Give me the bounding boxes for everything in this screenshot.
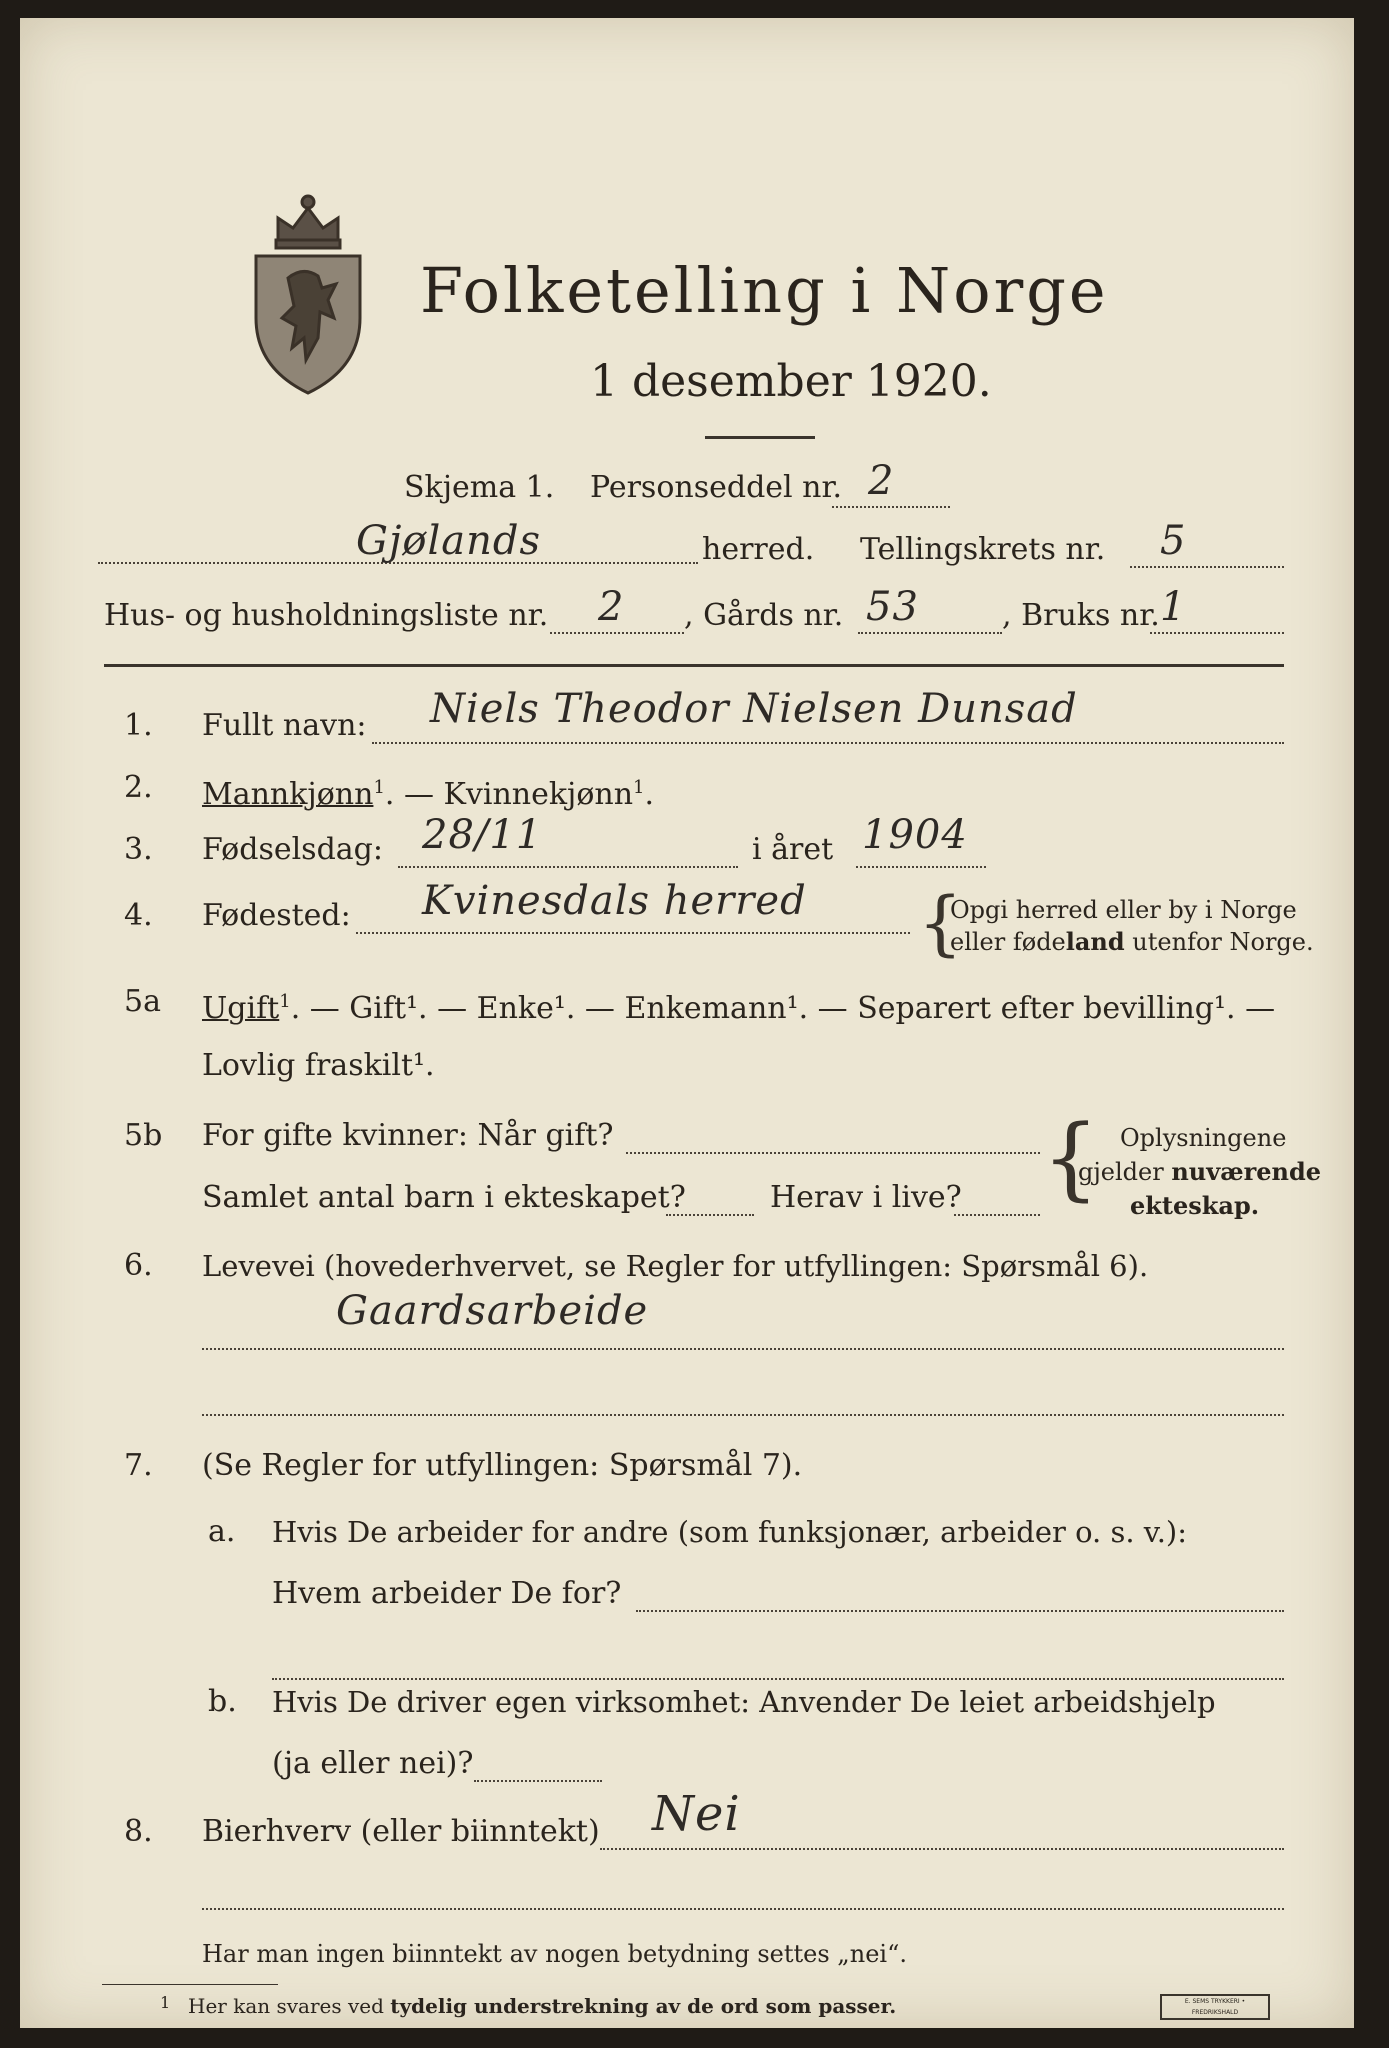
norwegian-coat-of-arms-icon xyxy=(248,188,368,398)
q4-note-brace: { xyxy=(918,882,963,964)
gards-label: , Gårds nr. xyxy=(684,598,844,633)
q3-year-label: i året xyxy=(752,832,834,867)
q5b-line1-dots xyxy=(626,1152,1040,1154)
q5b-note2-a: gjelder xyxy=(1078,1158,1172,1186)
q5a-ugift-option[interactable]: Ugift xyxy=(202,991,280,1026)
q5b-live-dots xyxy=(954,1214,1040,1216)
tellingskrets-line xyxy=(1130,566,1284,568)
q5b-note3: ekteskap. xyxy=(1130,1191,1260,1220)
q7a-letter: a. xyxy=(208,1514,236,1549)
q4-value[interactable]: Kvinesdals herred xyxy=(422,878,807,924)
q2-footnote-mark: 1 xyxy=(373,777,385,798)
footnote-rule xyxy=(102,1984,278,1985)
q7-number: 7. xyxy=(124,1448,153,1483)
title-divider xyxy=(705,436,815,439)
q8-label: Bierhverv (eller biinntekt) xyxy=(202,1814,600,1849)
q7b-line2-dots xyxy=(474,1780,602,1782)
q6-value[interactable]: Gaardsarbeide xyxy=(336,1288,649,1334)
census-date: 1 desember 1920. xyxy=(590,356,992,407)
footnote-text xyxy=(188,1992,896,2020)
q5a-number: 5a xyxy=(124,984,161,1019)
q5a-footnote-mark: 1 xyxy=(279,991,291,1012)
q8-line xyxy=(600,1848,1284,1850)
q5b-note-brace: { xyxy=(1042,1106,1100,1211)
form-title: Folketelling i Norge xyxy=(420,254,1109,327)
q4-note-land: land xyxy=(1065,927,1125,956)
q3-number: 3. xyxy=(124,832,153,867)
q5b-barn-dots xyxy=(666,1214,754,1216)
q5b-line2-a: Samlet antal barn i ekteskapet? xyxy=(202,1180,686,1215)
q4-number: 4. xyxy=(124,898,153,933)
q6-line2 xyxy=(202,1414,1284,1416)
q7a-line2-dots xyxy=(636,1610,1284,1612)
q1-number: 1. xyxy=(124,708,153,743)
tellingskrets-label: Tellingskrets nr. xyxy=(860,532,1106,567)
q3-year-line xyxy=(856,866,986,868)
q3-date-line xyxy=(398,866,738,868)
gards-line xyxy=(858,632,1002,634)
q5b-line2-b: Herav i live? xyxy=(770,1180,962,1215)
footnote-text-a: Her kan svares ved xyxy=(188,1994,391,2018)
bruks-label: , Bruks nr. xyxy=(1002,598,1160,633)
q7b-line2: (ja eller nei)? xyxy=(272,1746,474,1781)
q7a-line2: Hvem arbeider De for? xyxy=(272,1576,622,1611)
q4-note-line1: Opgi herred eller by i Norge xyxy=(950,896,1297,924)
q5b-number: 5b xyxy=(124,1118,163,1153)
gards-value[interactable]: 53 xyxy=(866,584,919,630)
tellingskrets-value[interactable]: 5 xyxy=(1160,518,1187,564)
q5b-note2-b: nuværende xyxy=(1171,1157,1322,1186)
q2-footnote-mark-2: 1 xyxy=(633,777,645,798)
q8-note: Har man ingen biinntekt av nogen betydning settes „nei“. xyxy=(202,1940,907,1968)
q7a-line3-dots xyxy=(272,1678,1284,1680)
bruks-line xyxy=(1150,632,1284,634)
q7-label: (Se Regler for utfyllingen: Spørsmål 7). xyxy=(202,1448,803,1483)
footnote-mark: 1 xyxy=(160,1993,171,2012)
printer-stamp: E. SEMS TRYKKERI • FREDRIKSHALD xyxy=(1160,1994,1270,2020)
personseddel-value[interactable]: 2 xyxy=(868,458,895,504)
q8-number: 8. xyxy=(124,1814,153,1849)
q4-note-line2-a: eller føde xyxy=(950,928,1066,956)
q3-year-value[interactable]: 1904 xyxy=(862,812,968,858)
q5a-other-options[interactable]: . — Gift¹. — Enke¹. — Enkemann¹. — Separert efter bevilling¹. — xyxy=(290,991,1276,1026)
q1-value[interactable]: Niels Theodor Nielsen Dunsad xyxy=(430,686,1078,732)
personseddel-line xyxy=(832,506,950,508)
q6-label: Levevei (hovederhvervet, se Regler for utfyllingen: Spørsmål 6). xyxy=(202,1249,1149,1283)
q2-female-option[interactable]: Kvinnekjønn xyxy=(443,777,634,812)
census-form-sheet xyxy=(20,18,1354,2028)
q6-line1 xyxy=(202,1348,1284,1350)
q1-line xyxy=(372,742,1284,744)
q4-note-line2-c: utenfor Norge. xyxy=(1124,928,1314,956)
q2-end: . xyxy=(644,777,655,812)
q2-male-option[interactable]: Mannkjønn xyxy=(202,777,374,812)
personseddel-label: Personseddel nr. xyxy=(590,470,843,505)
q4-label: Fødested: xyxy=(202,898,351,933)
q4-line xyxy=(356,932,910,934)
q2-separator: . — xyxy=(384,777,444,812)
q1-label: Fullt navn: xyxy=(202,708,367,743)
bruks-value[interactable]: 1 xyxy=(1160,584,1187,630)
q7b-letter: b. xyxy=(208,1684,237,1719)
q5b-note2 xyxy=(1078,1156,1321,1188)
q3-label: Fødselsdag: xyxy=(202,832,383,867)
herred-label: herred. xyxy=(702,532,815,567)
q2-options xyxy=(202,770,654,813)
q5a-line2[interactable]: Lovlig fraskilt¹. xyxy=(202,1048,435,1083)
q7b-line1: Hvis De driver egen virksomhet: Anvender De leiet arbeidshjelp xyxy=(272,1685,1216,1719)
q2-number: 2. xyxy=(124,770,153,805)
q7a-line1: Hvis De arbeider for andre (som funksjonær, arbeider o. s. v.): xyxy=(272,1515,1188,1549)
q5b-line1: For gifte kvinner: Når gift? xyxy=(202,1118,614,1153)
footnote-text-b: tydelig understrekning av de ord som passer. xyxy=(390,1994,897,2018)
q5b-note1: Oplysningene xyxy=(1120,1124,1287,1152)
q8-value[interactable]: Nei xyxy=(652,1786,741,1842)
husliste-line xyxy=(550,632,684,634)
q4-note-line2 xyxy=(950,926,1314,958)
skjema-label: Skjema 1. xyxy=(404,470,555,505)
header-rule xyxy=(104,664,1284,667)
q5a-options xyxy=(202,984,1275,1027)
husliste-label: Hus- og husholdningsliste nr. xyxy=(104,598,549,633)
herred-value[interactable]: Gjølands xyxy=(356,518,541,564)
q3-date-value[interactable]: 28/11 xyxy=(422,812,543,858)
q6-number: 6. xyxy=(124,1248,153,1283)
husliste-value[interactable]: 2 xyxy=(598,584,625,630)
q8-line2 xyxy=(202,1908,1284,1910)
